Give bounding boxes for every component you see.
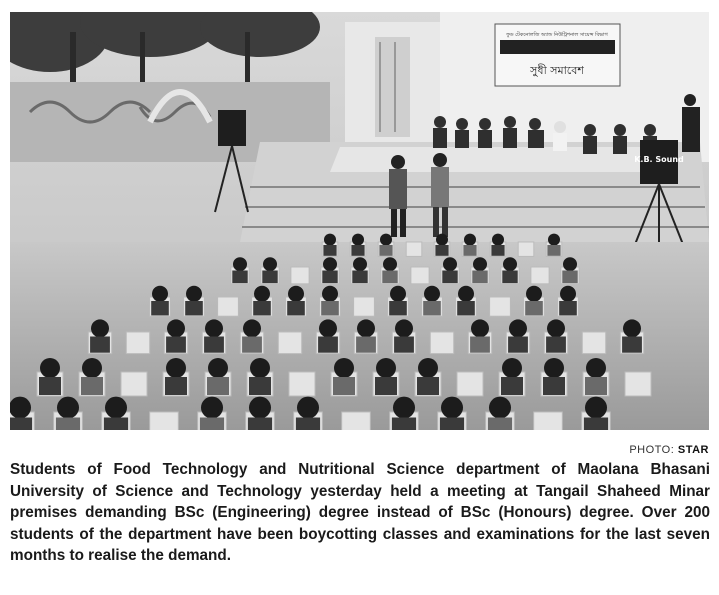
audience-head <box>548 234 560 246</box>
audience-body <box>457 301 475 315</box>
audience-head <box>526 286 542 302</box>
audience-body <box>322 271 337 284</box>
audience-body <box>435 245 448 256</box>
audience-head <box>503 257 517 271</box>
audience-body <box>333 377 355 395</box>
audience-body <box>39 377 61 395</box>
audience-body <box>502 271 517 284</box>
chair <box>430 332 453 354</box>
audience-head <box>322 286 338 302</box>
audience-body <box>559 301 577 315</box>
audience-body <box>351 245 364 256</box>
audience-body <box>546 337 566 353</box>
audience-head <box>263 257 277 271</box>
audience-body <box>166 337 186 353</box>
audience-head <box>233 257 247 271</box>
news-photo <box>10 12 709 430</box>
audience-body <box>417 377 439 395</box>
chair <box>457 372 483 396</box>
chair <box>342 412 371 430</box>
audience-head <box>458 286 474 302</box>
chair <box>278 332 301 354</box>
audience-head <box>623 319 641 337</box>
audience-body <box>470 337 490 353</box>
chair <box>534 412 563 430</box>
audience-head <box>166 358 186 378</box>
audience-body <box>491 245 504 256</box>
audience-body <box>321 301 339 315</box>
audience-head <box>167 319 185 337</box>
audience-body <box>440 418 464 431</box>
audience-head <box>489 397 511 419</box>
audience-head <box>319 319 337 337</box>
audience-head <box>471 319 489 337</box>
audience-head <box>473 257 487 271</box>
audience-body <box>394 337 414 353</box>
audience-head <box>395 319 413 337</box>
audience-body <box>543 377 565 395</box>
audience-body <box>10 418 32 431</box>
audience-body <box>242 337 262 353</box>
audience-body <box>56 418 80 431</box>
audience-head <box>492 234 504 246</box>
audience-head <box>390 286 406 302</box>
audience-body <box>584 418 608 431</box>
audience-body <box>165 377 187 395</box>
audience-head <box>353 257 367 271</box>
chair <box>406 242 422 256</box>
audience-head <box>10 397 31 419</box>
audience-head <box>502 358 522 378</box>
chair <box>518 242 534 256</box>
audience-body <box>248 418 272 431</box>
audience-head <box>323 257 337 271</box>
credit-prefix: PHOTO: <box>629 444 675 456</box>
audience-body <box>356 337 376 353</box>
audience-head <box>297 397 319 419</box>
audience-body <box>585 377 607 395</box>
audience-body <box>323 245 336 256</box>
audience-body <box>253 301 271 315</box>
chair <box>490 297 511 316</box>
banner-title: সুধী সমাবেশ <box>530 64 584 77</box>
photo-caption: Students of Food Technology and Nutritional Science department of Maolana Bhasani University of Science and Technology yesterday held a meeting at Tangail Shaheed Minar premises demanding BSc (Engineering) degree instead of BSc (Honours) degree. Over 200 students of the department have been boycotting classes and examinations for the last seven months to realise the demand. <box>10 461 710 564</box>
credit-source: STAR <box>677 444 709 456</box>
audience-head <box>547 319 565 337</box>
audience-body <box>382 271 397 284</box>
audience-head <box>376 358 396 378</box>
audience-head <box>586 358 606 378</box>
audience-head <box>205 319 223 337</box>
audience-head <box>441 397 463 419</box>
audience-body <box>207 377 229 395</box>
audience-head <box>443 257 457 271</box>
audience-body <box>104 418 128 431</box>
audience-head <box>418 358 438 378</box>
audience-head <box>250 358 270 378</box>
chair <box>582 332 605 354</box>
meeting-scene <box>10 12 709 430</box>
audience-body <box>151 301 169 315</box>
chair <box>121 372 147 396</box>
audience-body <box>287 301 305 315</box>
chair <box>218 297 239 316</box>
chair <box>411 267 429 284</box>
audience-body <box>81 377 103 395</box>
audience-head <box>334 358 354 378</box>
chair <box>126 332 149 354</box>
audience-head <box>105 397 127 419</box>
audience-head <box>563 257 577 271</box>
audience-head <box>254 286 270 302</box>
audience-body <box>318 337 338 353</box>
audience-body <box>501 377 523 395</box>
audience-body <box>389 301 407 315</box>
audience-body <box>463 245 476 256</box>
audience-head <box>40 358 60 378</box>
audience-body <box>249 377 271 395</box>
chair <box>354 297 375 316</box>
audience-head <box>393 397 415 419</box>
chair <box>291 267 309 284</box>
audience-head <box>152 286 168 302</box>
audience-head <box>544 358 564 378</box>
event-banner <box>495 24 620 86</box>
audience-body <box>508 337 528 353</box>
audience-body <box>488 418 512 431</box>
audience-body <box>562 271 577 284</box>
audience-body <box>262 271 277 284</box>
audience-body <box>547 245 560 256</box>
audience-body <box>379 245 392 256</box>
audience-head <box>357 319 375 337</box>
audience-head <box>91 319 109 337</box>
audience-body <box>90 337 110 353</box>
audience-body <box>200 418 224 431</box>
audience-body <box>185 301 203 315</box>
audience-head <box>249 397 271 419</box>
audience-body <box>442 271 457 284</box>
audience-head <box>82 358 102 378</box>
photo-credit <box>629 444 709 456</box>
audience-head <box>509 319 527 337</box>
chair <box>150 412 179 430</box>
audience-head <box>560 286 576 302</box>
banner-line1: ফুড টেকনোলজি অ্যান্ড নিউট্রিশনাল সায়েন্স বিভাগ <box>506 32 608 38</box>
audience-body <box>525 301 543 315</box>
audience-head <box>324 234 336 246</box>
audience-head <box>352 234 364 246</box>
audience-body <box>423 301 441 315</box>
audience-body <box>352 271 367 284</box>
audience-head <box>464 234 476 246</box>
speaker-sign: K.B. Sound <box>634 155 684 164</box>
audience-head <box>383 257 397 271</box>
audience-head <box>585 397 607 419</box>
chair <box>625 372 651 396</box>
audience-head <box>380 234 392 246</box>
audience-body <box>232 271 247 284</box>
audience-body <box>392 418 416 431</box>
audience-body <box>375 377 397 395</box>
audience-body <box>296 418 320 431</box>
audience-head <box>186 286 202 302</box>
audience-head <box>243 319 261 337</box>
audience-head <box>436 234 448 246</box>
audience-body <box>204 337 224 353</box>
audience-body <box>622 337 642 353</box>
audience-head <box>57 397 79 419</box>
chair <box>289 372 315 396</box>
audience-body <box>472 271 487 284</box>
audience-head <box>201 397 223 419</box>
chair <box>531 267 549 284</box>
audience-head <box>208 358 228 378</box>
audience-head <box>288 286 304 302</box>
audience-head <box>424 286 440 302</box>
